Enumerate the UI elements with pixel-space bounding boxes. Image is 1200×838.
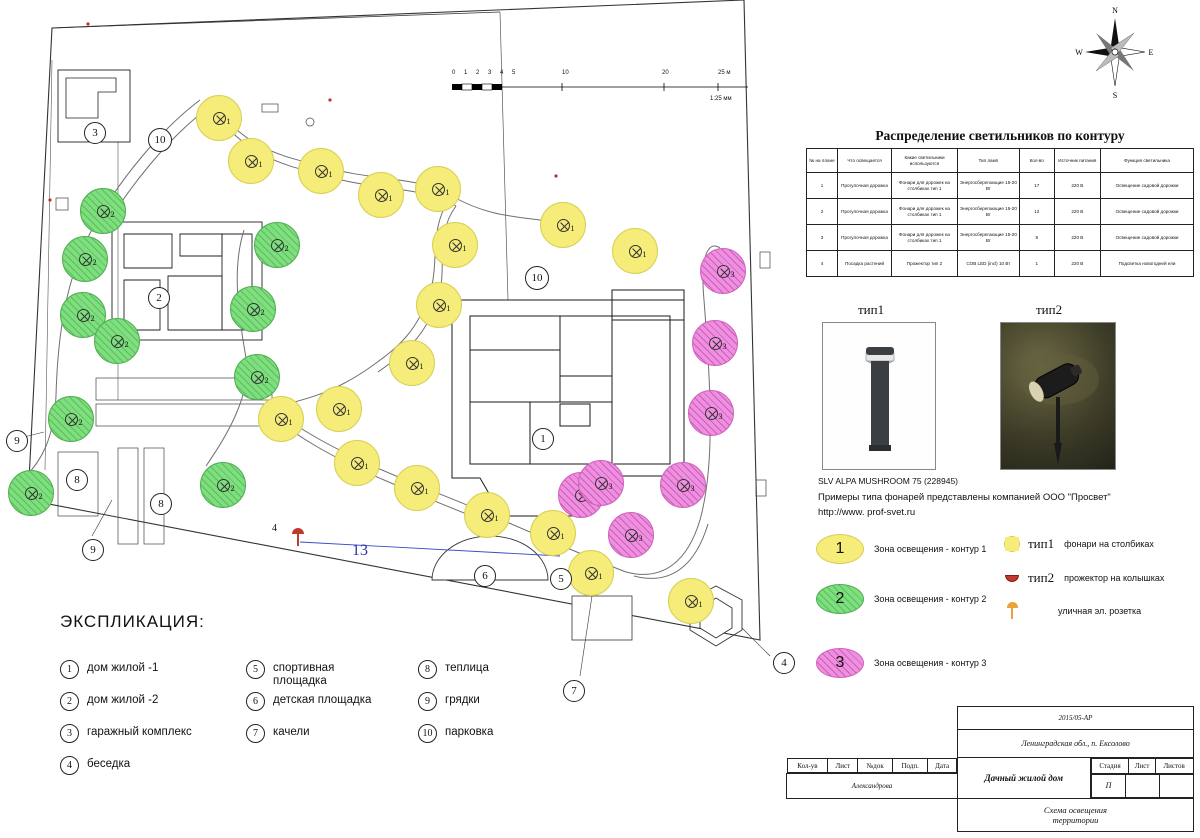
stamp-stage-header: Листов <box>1155 759 1193 773</box>
lamp-symbol-icon <box>625 529 643 543</box>
legend-zone-1: 1 Зона освещения - контур 1 <box>816 534 986 564</box>
explication-number: 3 <box>60 724 79 743</box>
explication-number: 10 <box>418 724 437 743</box>
dist-table-header: Какие светильники используются <box>892 149 958 173</box>
explication-label: парковка <box>445 726 494 738</box>
plan-callout-4: 4 <box>773 652 795 674</box>
lighting-zone-contour-1 <box>416 282 462 328</box>
lighting-zone-contour-1 <box>668 578 714 624</box>
plan-callout-9: 9 <box>82 539 104 561</box>
lamp-symbol-icon <box>97 205 115 219</box>
scale-bar: 0 1 2 3 4 5 10 20 25 м 1:25 мм <box>452 70 732 102</box>
lamp-symbol-icon <box>217 479 235 493</box>
lamp-model-caption: SLV ALPA MUSHROOM 75 (228945) <box>818 476 958 486</box>
dist-table-cell: 220 В <box>1054 173 1100 199</box>
lighting-zone-contour-1 <box>394 465 440 511</box>
legend-symbol-type2: тип2 прожектор на колышках <box>1004 570 1164 586</box>
lamp-contour-number: 3 <box>638 533 643 543</box>
dimension-label: 13 <box>352 542 368 559</box>
lamp-symbol-icon <box>251 371 269 385</box>
lighting-zone-contour-3 <box>700 248 746 294</box>
legend-symbol-type1: тип1 фонари на столбиках <box>1004 536 1154 552</box>
explication-item-1 <box>60 660 158 679</box>
lamp-symbol-icon <box>245 155 263 169</box>
lamp-contour-number: 1 <box>226 116 231 126</box>
scale-note: 1:25 мм <box>710 96 732 102</box>
explication-label: грядки <box>445 694 480 706</box>
dist-table-cell: Прогулочная дорожка <box>837 225 891 251</box>
explication-label: дом жилой -2 <box>87 694 159 706</box>
lighting-zone-contour-2 <box>254 222 300 268</box>
lamp-symbol-icon <box>65 413 83 427</box>
explication-item-7 <box>246 724 310 743</box>
distribution-table <box>806 148 1194 277</box>
explication-number: 7 <box>246 724 265 743</box>
dist-table-header: Что освещается <box>837 149 891 173</box>
dist-table-cell: 12 <box>1019 199 1054 225</box>
dist-table-cell: Посадка растений <box>837 251 891 277</box>
dist-table-cell: 8 <box>1019 225 1054 251</box>
plan-callout-1: 1 <box>532 428 554 450</box>
lamp-type1-photo <box>822 322 936 470</box>
dist-table-cell: Прожектор тип 2 <box>892 251 958 277</box>
lamp-symbol-icon <box>375 189 393 203</box>
lighting-zone-contour-1 <box>530 510 576 556</box>
author-name: Александрова <box>787 774 958 799</box>
plan-callout-6: 6 <box>474 565 496 587</box>
explication-item-9 <box>418 692 480 711</box>
plan-callout-10: 10 <box>148 128 172 152</box>
dist-table-cell: 1 <box>807 173 838 199</box>
lighting-zone-contour-3 <box>660 462 706 508</box>
lamp-symbol-icon <box>433 299 451 313</box>
explication-item-4 <box>60 756 130 775</box>
lamp-contour-number: 3 <box>718 411 723 421</box>
plan-callout-3: 3 <box>84 122 106 144</box>
lamp-symbol-icon <box>585 567 603 581</box>
sheets-total-value <box>1159 774 1193 797</box>
lamp-contour-number: 1 <box>258 159 263 169</box>
explication-item-8 <box>418 660 489 679</box>
lighting-zone-contour-1 <box>540 202 586 248</box>
lamp-type1-title: тип1 <box>858 302 885 317</box>
sheet-value <box>1126 774 1160 797</box>
explication-number: 4 <box>60 756 79 775</box>
lamp-contour-number: 1 <box>288 417 293 427</box>
stamp-stage-header: Лист <box>1129 759 1155 773</box>
lighting-zone-contour-1 <box>612 228 658 274</box>
lighting-zone-contour-2 <box>62 236 108 282</box>
dist-table-cell: Освещение садовой дорожки <box>1101 225 1194 251</box>
lighting-zone-contour-3 <box>688 390 734 436</box>
dist-table-cell: Фонари для дорожек на столбиках тип 1 <box>892 173 958 199</box>
legend-zone-2: 2 Зона освещения - контур 2 <box>816 584 986 614</box>
lamp-symbol-icon <box>677 479 695 493</box>
dist-table-cell: Фонари для дорожек на столбиках тип 1 <box>892 199 958 225</box>
dist-table-cell: Энергосберегающие 15-20 Вт <box>957 225 1019 251</box>
dist-table-cell: Прогулочная дорожка <box>837 199 891 225</box>
legend-zone-1-swatch: 1 <box>816 534 864 564</box>
distribution-table-title: Распределение светильников по контуру <box>875 128 1125 143</box>
explication-title: ЭКСПЛИКАЦИЯ: <box>60 612 205 631</box>
lamp-symbol-icon <box>685 595 703 609</box>
plan-callout-2: 2 <box>148 287 170 309</box>
outdoor-socket-icon <box>1004 602 1020 620</box>
explication-item-5 <box>246 660 334 688</box>
plan-callout-8: 8 <box>150 493 172 515</box>
dist-table-header: № на плане <box>807 149 838 173</box>
lighting-zone-contour-1 <box>298 148 344 194</box>
explication-item-6 <box>246 692 371 711</box>
dist-table-cell: Прогулочная дорожка <box>837 173 891 199</box>
explication-label: детская площадка <box>273 694 372 706</box>
lamp-contour-number: 1 <box>419 361 424 371</box>
lamp-contour-number: 2 <box>38 491 43 501</box>
lamp-contour-number: 2 <box>124 339 129 349</box>
lamp-contour-number: 1 <box>698 599 703 609</box>
project-code: 2015/05-АР <box>957 707 1193 730</box>
lamp-symbol-icon <box>271 239 289 253</box>
explication-label: гаражный комплекс <box>87 726 192 738</box>
dist-table-cell: Подсветка новогодней ели <box>1101 251 1194 277</box>
plan-callout-9: 9 <box>6 430 28 452</box>
post-lamp-icon <box>1004 536 1020 552</box>
plan-callout-8: 8 <box>66 469 88 491</box>
lighting-zone-contour-1 <box>432 222 478 268</box>
lamp-contour-number: 2 <box>260 307 265 317</box>
lamp-contour-number: 1 <box>560 531 565 541</box>
lamp-symbol-icon <box>705 407 723 421</box>
dist-table-cell: Энергосберегающие 15-20 Вт <box>957 199 1019 225</box>
table-row <box>807 251 1194 277</box>
lighting-zone-contour-3 <box>692 320 738 366</box>
lamp-contour-number: 3 <box>690 483 695 493</box>
dist-table-header: Кол-во <box>1019 149 1054 173</box>
dist-table-cell: 2 <box>807 199 838 225</box>
lamp-symbol-icon <box>481 509 499 523</box>
lamp-contour-number: 3 <box>730 269 735 279</box>
lamp-symbol-icon <box>213 112 231 126</box>
lighting-zone-contour-2 <box>48 396 94 442</box>
explication-number: 5 <box>246 660 265 679</box>
lamp-contour-number: 1 <box>388 193 393 203</box>
lamp-symbol-icon <box>411 482 429 496</box>
dist-table-header: Тип ламп <box>957 149 1019 173</box>
projector-marker-4: 4 <box>272 523 277 534</box>
lamp-note-line2: http://www. prof-svet.ru <box>818 507 916 518</box>
dist-table-header: Источник питания <box>1054 149 1100 173</box>
dist-table-cell: Освещение садовой дорожки <box>1101 173 1194 199</box>
stamp-column-header: №док <box>858 758 893 772</box>
lighting-zone-contour-1 <box>228 138 274 184</box>
stamp-column-header: Подп. <box>893 758 928 772</box>
sheet-name: Схема освещения территории <box>957 799 1193 832</box>
lamp-contour-number: 1 <box>446 303 451 313</box>
compass-rose <box>1075 4 1155 100</box>
stamp-column-header: Лист <box>828 758 858 772</box>
lamp-contour-number: 3 <box>722 341 727 351</box>
stamp-column-header: Дата <box>928 758 957 772</box>
title-block <box>786 706 1194 832</box>
lamp-symbol-icon <box>449 239 467 253</box>
explication-label: спортивная площадка <box>273 662 335 688</box>
lamp-symbol-icon <box>547 527 565 541</box>
lamp-symbol-icon <box>557 219 575 233</box>
explication-item-2 <box>60 692 158 711</box>
svg-text:W: W <box>1075 48 1083 57</box>
lamp-contour-number: 1 <box>364 461 369 471</box>
project-location: Ленинградская обл., п. Ексолово <box>957 729 1193 758</box>
lamp-symbol-icon <box>111 335 129 349</box>
lamp-symbol-icon <box>406 357 424 371</box>
lamp-symbol-icon <box>77 309 95 323</box>
legend-zone-3: 3 Зона освещения - контур 3 <box>816 648 986 678</box>
lamp-contour-number: 1 <box>462 243 467 253</box>
lighting-zone-contour-1 <box>358 172 404 218</box>
explication-label: беседка <box>87 758 131 770</box>
legend-symbol-socket: уличная эл. розетка <box>1004 602 1141 620</box>
projector-icon <box>1004 570 1020 586</box>
explication-number: 9 <box>418 692 437 711</box>
lamp-contour-number: 1 <box>570 223 575 233</box>
explication-item-3 <box>60 724 192 743</box>
lamp-contour-number: 2 <box>78 417 83 427</box>
dist-table-cell: COB LED (incl) 10 Вт <box>957 251 1019 277</box>
lamp-symbol-icon <box>275 413 293 427</box>
lamp-symbol-icon <box>333 403 351 417</box>
lamp-symbol-icon <box>79 253 97 267</box>
stage-value: П <box>1091 774 1126 797</box>
dist-table-cell: 17 <box>1019 173 1054 199</box>
lamp-symbol-icon <box>25 487 43 501</box>
lighting-zone-contour-2 <box>80 188 126 234</box>
plan-callout-10: 10 <box>525 266 549 290</box>
lighting-zone-contour-1 <box>258 396 304 442</box>
svg-text:S: S <box>1112 91 1118 100</box>
dist-table-cell: 220 В <box>1054 225 1100 251</box>
lighting-zone-contour-1 <box>334 440 380 486</box>
lamp-contour-number: 2 <box>230 483 235 493</box>
stamp-column-header: Кол-ув <box>787 758 828 772</box>
lamp-contour-number: 1 <box>424 486 429 496</box>
explication-label: дом жилой -1 <box>87 662 159 674</box>
explication-label: качели <box>273 726 310 738</box>
lighting-zone-contour-3 <box>578 460 624 506</box>
dist-table-cell: 1 <box>1019 251 1054 277</box>
lighting-zone-contour-1 <box>568 550 614 596</box>
explication-number: 2 <box>60 692 79 711</box>
table-row <box>807 173 1194 199</box>
lamp-contour-number: 1 <box>346 407 351 417</box>
explication-label: теплица <box>445 662 489 674</box>
dist-table-cell: Освещение садовой дорожки <box>1101 199 1194 225</box>
lighting-zone-contour-2 <box>94 318 140 364</box>
lamp-symbol-icon <box>717 265 735 279</box>
table-row <box>807 199 1194 225</box>
plan-callout-5: 5 <box>550 568 572 590</box>
lamp-contour-number: 1 <box>494 513 499 523</box>
socket-icon <box>292 528 304 546</box>
explication-number: 1 <box>60 660 79 679</box>
lamp-contour-number: 1 <box>328 169 333 179</box>
dist-table-cell: Энергосберегающие 15-20 Вт <box>957 173 1019 199</box>
lamp-symbol-icon <box>709 337 727 351</box>
lighting-zone-contour-2 <box>200 462 246 508</box>
dist-table-cell: 220 В <box>1054 199 1100 225</box>
lamp-symbol-icon <box>315 165 333 179</box>
lighting-zone-contour-2 <box>230 286 276 332</box>
lamp-contour-number: 2 <box>110 209 115 219</box>
plan-callout-7: 7 <box>563 680 585 702</box>
lamp-symbol-icon <box>595 477 613 491</box>
dist-table-cell: 4 <box>807 251 838 277</box>
legend-zone-3-swatch: 3 <box>816 648 864 678</box>
lighting-zone-contour-1 <box>464 492 510 538</box>
lamp-symbol-icon <box>629 245 647 259</box>
lamp-symbol-icon <box>351 457 369 471</box>
lamp-contour-number: 1 <box>445 187 450 197</box>
lighting-zone-contour-1 <box>389 340 435 386</box>
lamp-symbol-icon <box>247 303 265 317</box>
explication-number: 6 <box>246 692 265 711</box>
lamp-contour-number: 2 <box>92 257 97 267</box>
lamp-contour-number: 1 <box>598 571 603 581</box>
lighting-zone-contour-1 <box>316 386 362 432</box>
lamp-note-line1: Примеры типа фонарей представлены компанией ООО "Просвет" <box>818 492 1111 503</box>
explication-item-10 <box>418 724 493 743</box>
lamp-contour-number: 1 <box>642 249 647 259</box>
table-row <box>807 225 1194 251</box>
lamp-symbol-icon <box>432 183 450 197</box>
lighting-zone-contour-1 <box>415 166 461 212</box>
lighting-zone-contour-2 <box>234 354 280 400</box>
explication-number: 8 <box>418 660 437 679</box>
legend-zone-2-swatch: 2 <box>816 584 864 614</box>
lamp-type2-photo <box>1000 322 1116 470</box>
lighting-zone-contour-3 <box>608 512 654 558</box>
svg-text:E: E <box>1148 48 1154 57</box>
dist-table-header: Функция светильника <box>1101 149 1194 173</box>
lamp-contour-number: 2 <box>264 375 269 385</box>
lamp-type2-title: тип2 <box>1036 302 1063 317</box>
lamp-contour-number: 2 <box>284 243 289 253</box>
lighting-zone-contour-2 <box>8 470 54 516</box>
lamp-contour-number: 2 <box>90 313 95 323</box>
stamp-stage-header: Стадия <box>1091 759 1129 773</box>
lighting-zone-contour-1 <box>196 95 242 141</box>
svg-text:N: N <box>1112 6 1118 15</box>
lamp-contour-number: 3 <box>608 481 613 491</box>
dist-table-cell: 3 <box>807 225 838 251</box>
object-name: Дачный жилой дом <box>957 758 1090 799</box>
dist-table-cell: Фонари для дорожек на столбиках тип 1 <box>892 225 958 251</box>
dist-table-cell: 220 В <box>1054 251 1100 277</box>
